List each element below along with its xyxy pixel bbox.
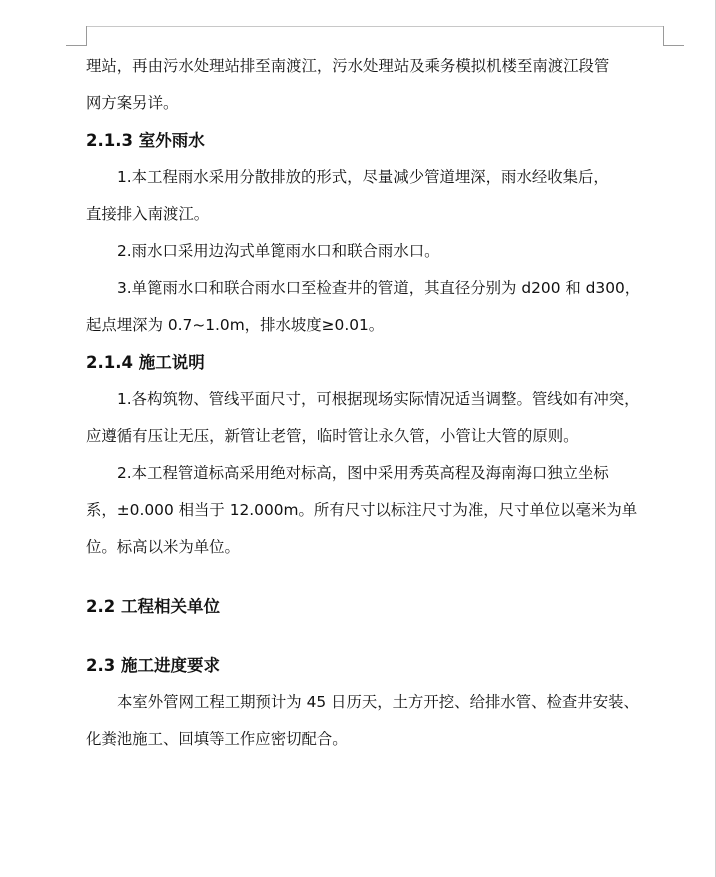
text-line: 1.本工程雨水采用分散排放的形式，尽量减少管道埋深，雨水经收集后，: [117, 168, 609, 186]
rainwater-paragraph-1: [86, 159, 671, 233]
spacer: [86, 625, 671, 647]
section-heading-2-1-4: 2.1.4 施工说明: [86, 353, 205, 372]
crop-mark-top-left: [66, 45, 87, 46]
spacer: [86, 566, 671, 588]
section-heading-2-2: 2.2 工程相关单位: [86, 597, 220, 616]
text-line: 3.单篦雨水口和联合雨水口至检查井的管道，其直径分别为 d200 和 d300，: [117, 279, 641, 297]
text-line: 网方案另详。: [86, 94, 179, 112]
text-line: 1.各构筑物、管线平面尺寸，可根据现场实际情况适当调整。管线如有冲突，: [117, 390, 640, 408]
text-line: 理站，再由污水处理站排至南渡江，污水处理站及乘务模拟机楼至南渡江段管: [86, 57, 610, 75]
crop-mark-top-right-vertical: [663, 26, 664, 46]
text-line: 2.本工程管道标高采用绝对标高，图中采用秀英高程及海南海口独立坐标: [117, 464, 609, 482]
text-line: 直接排入南渡江。: [86, 205, 210, 223]
construction-note-paragraph-1: [86, 381, 671, 455]
schedule-paragraph: [86, 684, 671, 758]
document-body: [86, 48, 671, 758]
intro-paragraph: [86, 48, 671, 122]
text-line: 应遵循有压让无压，新管让老管，临时管让永久管，小管让大管的原则。: [86, 427, 579, 445]
text-line: 位。标高以米为单位。: [86, 538, 240, 556]
rainwater-paragraph-2: [86, 233, 671, 270]
section-heading-2-3: 2.3 施工进度要求: [86, 656, 220, 675]
text-line: 起点埋深为 0.7~1.0m，排水坡度≥0.01。: [86, 316, 385, 334]
rainwater-paragraph-3: [86, 270, 671, 344]
page-top-border: [86, 26, 664, 27]
crop-mark-top-left-vertical: [86, 26, 87, 46]
text-line: 本室外管网工程工期预计为 45 日历天，土方开挖、给排水管、检查井安装、: [117, 693, 639, 711]
text-line: 化粪池施工、回填等工作应密切配合。: [86, 730, 348, 748]
text-line: 2.雨水口采用边沟式单篦雨水口和联合雨水口。: [117, 242, 440, 260]
construction-note-paragraph-2: [86, 455, 671, 566]
crop-mark-top-right: [663, 45, 684, 46]
text-line: 系，±0.000 相当于 12.000m。所有尺寸以标注尺寸为准，尺寸单位以毫米为单: [86, 501, 638, 519]
section-heading-2-1-3: 2.1.3 室外雨水: [86, 131, 205, 150]
